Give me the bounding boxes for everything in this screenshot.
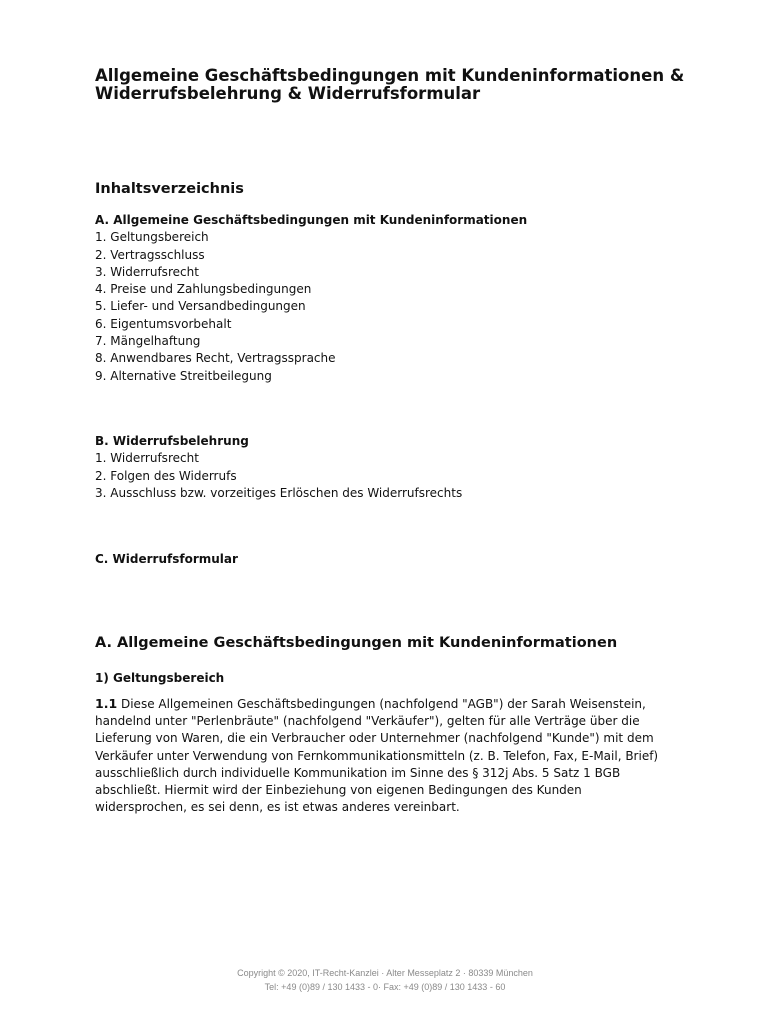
toc-item[interactable]: 1. Geltungsbereich	[95, 230, 209, 245]
subsection-heading: 1) Geltungsbereich	[95, 671, 225, 685]
toc-list	[95, 229, 715, 385]
toc-item[interactable]: 2. Vertragsschluss	[95, 247, 205, 262]
toc-section-b	[95, 433, 715, 502]
toc-section-title: B. Widerrufsbelehrung	[95, 434, 249, 448]
toc-heading: Inhaltsverzeichnis	[95, 181, 244, 197]
toc-item[interactable]: 1. Widerrufsrecht	[95, 451, 199, 466]
footer-copyright: Copyright © 2020, IT-Recht-Kanzlei · Alter Messeplatz 2 · 80339 München	[237, 968, 533, 978]
toc-section-title: A. Allgemeine Geschäftsbedingungen mit Kundeninformationen	[95, 213, 528, 227]
paragraph-number: 1.1	[95, 696, 118, 711]
toc-item[interactable]: 9. Alternative Streitbeilegung	[95, 368, 272, 383]
toc-item[interactable]: 6. Eigentumsvorbehalt	[95, 316, 232, 331]
toc-section-a	[95, 212, 715, 385]
toc-item[interactable]: 3. Ausschluss bzw. vorzeitiges Erlöschen des Widerrufsrechts	[95, 485, 463, 500]
page-footer	[0, 966, 770, 994]
toc-section-title: C. Widerrufsformular	[95, 552, 238, 566]
footer-contact: Tel: +49 (0)89 / 130 1433 - 0· Fax: +49 (0)89 / 130 1433 - 60	[264, 982, 506, 992]
toc-item[interactable]: 5. Liefer- und Versandbedingungen	[95, 299, 306, 314]
paragraph-text: Diese Allgemeinen Geschäftsbedingungen (nachfolgend "AGB") der Sarah Weisenstein, handelnd unter "Perlenbräute" (nachfolgend "Verkäufer"), gelten für alle Verträge über die Lieferung von Waren, die ein Verbraucher oder Unternehmer (nachfolgend "Kunde") mit dem Verkäufer unter Verwendung von Fernkommunikationsmitteln (z. B. Telefon, Fax, E-Mail, Brief) ausschließlich durch individuelle Kommunikation im Sinne des § 312j Abs. 5 Satz 1 BGB abschließt. Hiermit wird der Einbeziehung von eigenen Bedingungen des Kunden widersprochen, es sei denn, es ist etwas anderes vereinbart.	[95, 697, 659, 815]
toc-item[interactable]: 8. Anwendbares Recht, Vertragssprache	[95, 351, 336, 366]
toc-list	[95, 450, 715, 502]
section-heading: A. Allgemeine Geschäftsbedingungen mit Kundeninformationen	[95, 635, 618, 651]
toc-item[interactable]: 7. Mängelhaftung	[95, 334, 201, 349]
paragraph	[95, 695, 660, 816]
toc-item[interactable]: 3. Widerrufsrecht	[95, 264, 199, 279]
document-title: Allgemeine Geschäftsbedingungen mit Kundeninformationen & Widerrufsbelehrung & Widerrufsformular	[95, 66, 685, 103]
toc-item[interactable]: 2. Folgen des Widerrufs	[95, 468, 237, 483]
toc-item[interactable]: 4. Preise und Zahlungsbedingungen	[95, 282, 312, 297]
toc-section-c	[95, 551, 715, 568]
